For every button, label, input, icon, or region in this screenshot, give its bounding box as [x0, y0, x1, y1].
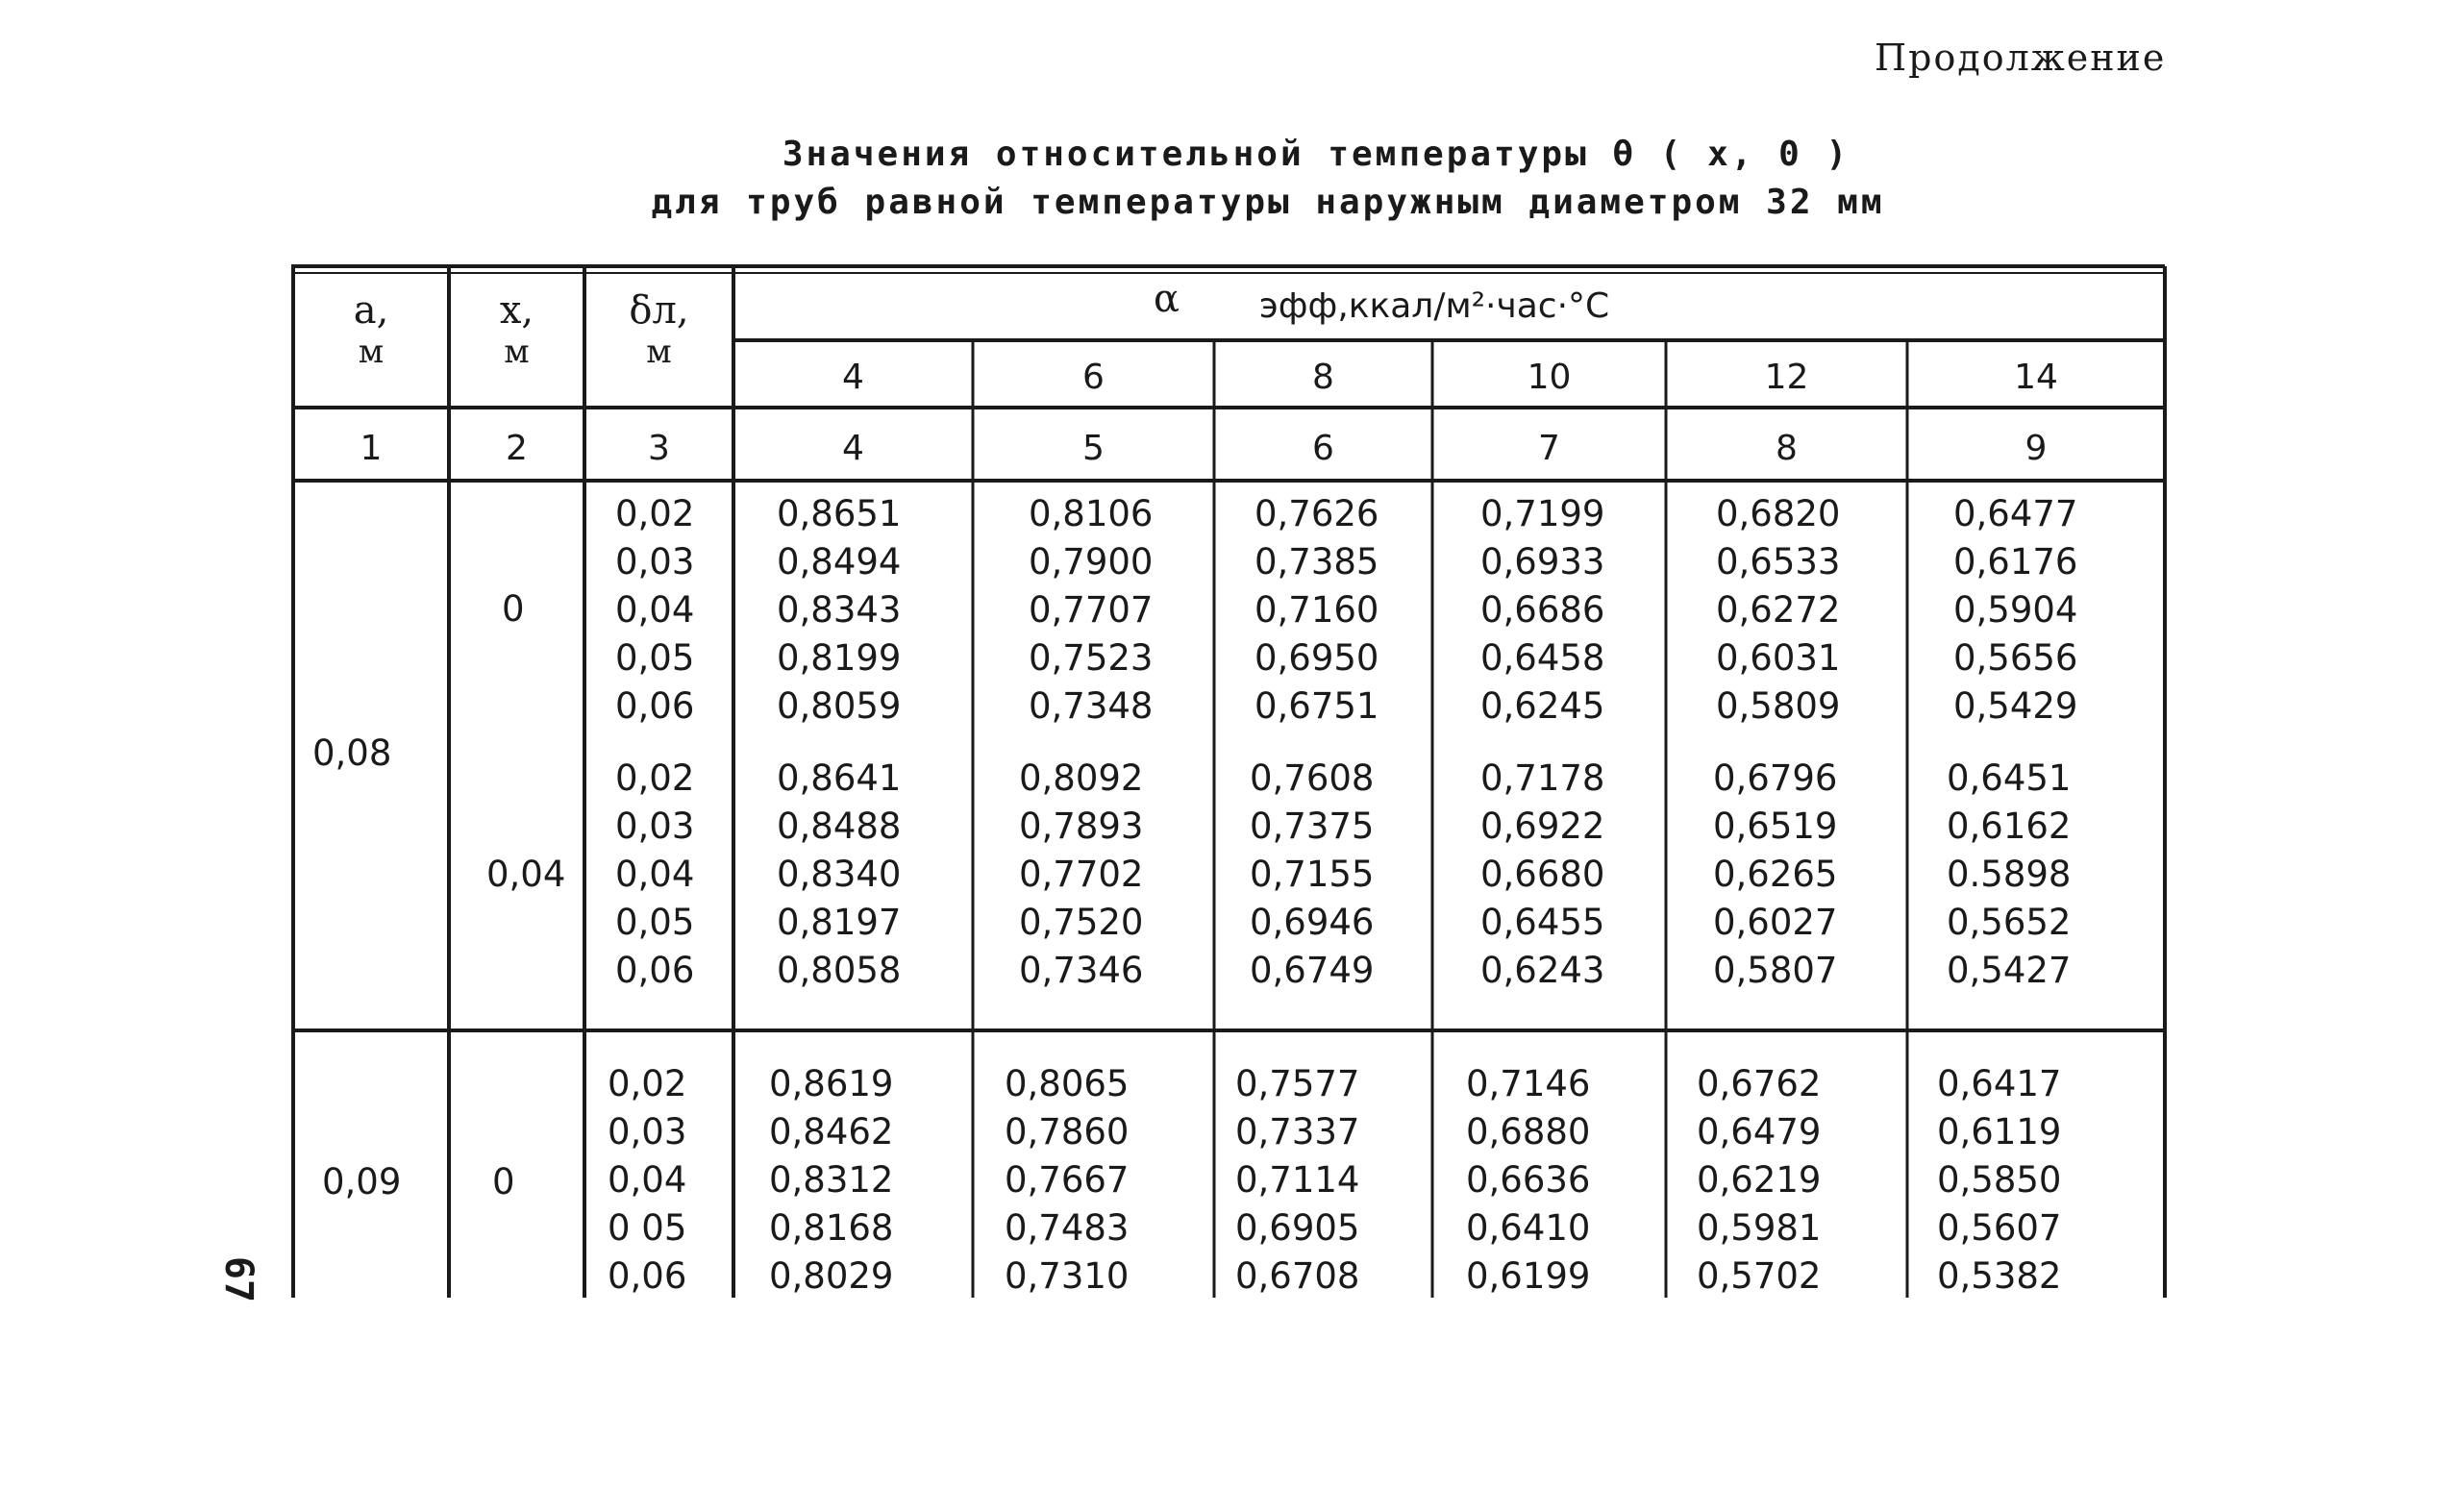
table-cell: 0,5904 [1953, 589, 2078, 631]
table-cell: 0,6458 [1480, 637, 1605, 679]
table-cell: 0,6946 [1250, 902, 1375, 943]
value-column [1947, 755, 2071, 995]
table-cell: 0,7577 [1235, 1063, 1360, 1104]
table-cell: 0,8340 [777, 854, 902, 895]
column-number: 8 [1776, 429, 1798, 468]
delta-value: 0,05 [615, 637, 695, 679]
value-column [1480, 490, 1604, 731]
value-column [769, 1060, 893, 1301]
table-cell: 0,7199 [1480, 493, 1605, 534]
table-cell: 0,6176 [1953, 541, 2078, 582]
table-cell: 0,7160 [1254, 589, 1379, 631]
alpha-value: 12 [1764, 358, 1809, 397]
table-cell: 0.5898 [1947, 854, 2072, 895]
table-cell: 0,5607 [1937, 1207, 2062, 1249]
table-cell: 0,6162 [1947, 806, 2072, 847]
subgroup-x-value: 0 [502, 588, 525, 630]
table-cell: 0,6199 [1466, 1255, 1591, 1297]
col-x-header [449, 288, 584, 371]
table-cell: 0,6749 [1250, 950, 1375, 991]
table-cell: 0,6031 [1716, 637, 1841, 679]
table-cell: 0,5652 [1947, 902, 2072, 943]
table-cell: 0,8641 [777, 757, 902, 799]
table-cell: 0,8029 [769, 1255, 894, 1297]
table-cell: 0,6636 [1466, 1159, 1591, 1201]
table-cell: 0,6880 [1466, 1111, 1591, 1153]
table-cell: 0,6272 [1716, 589, 1841, 631]
table-cell: 0,6027 [1713, 902, 1838, 943]
delta-column [608, 1060, 686, 1301]
table-cell: 0,5981 [1697, 1207, 1822, 1249]
subgroup-x-value: 0 [492, 1161, 515, 1202]
table-cell: 0,5702 [1697, 1255, 1822, 1297]
table-cell: 0,8312 [769, 1159, 894, 1201]
table-cell: 0,7520 [1019, 902, 1144, 943]
delta-value: 0,03 [615, 806, 695, 847]
subgroup-x-value: 0,04 [486, 854, 566, 895]
table-cell: 0,7114 [1235, 1159, 1360, 1201]
table-cell: 0,5850 [1937, 1159, 2062, 1201]
table-cell: 0,8651 [777, 493, 902, 534]
group-a-value: 0,08 [312, 732, 392, 774]
table-cell: 0,8059 [777, 685, 902, 727]
table-cell: 0,8092 [1019, 757, 1144, 799]
value-column [1254, 490, 1379, 731]
table-cell: 0,6933 [1480, 541, 1605, 582]
value-column [1250, 755, 1374, 995]
delta-value: 0,02 [608, 1063, 687, 1104]
table-cell: 0,7337 [1235, 1111, 1360, 1153]
table-cell: 0,6477 [1953, 493, 2078, 534]
table-cell: 0,6119 [1937, 1111, 2062, 1153]
col-x-unit: м [504, 333, 530, 371]
table-cell: 0,6410 [1466, 1207, 1591, 1249]
value-column [1029, 490, 1153, 731]
table-cell: 0,7178 [1480, 757, 1605, 799]
table-cell: 0,6708 [1235, 1255, 1360, 1297]
table-title-line-2: для труб равной температуры наружным диаметром 32 мм [651, 183, 1885, 222]
value-column [1716, 490, 1840, 731]
table-cell: 0,8168 [769, 1207, 894, 1249]
alpha-unit-label: эфф,ккал/м²·час·°С [1259, 286, 1610, 326]
delta-value: 0,03 [615, 541, 695, 582]
value-column [1697, 1060, 1821, 1301]
column-number: 9 [2024, 429, 2048, 468]
table-cell: 0,6905 [1235, 1207, 1360, 1249]
value-column [1235, 1060, 1359, 1301]
value-column [1480, 755, 1604, 995]
table-cell: 0,8488 [777, 806, 902, 847]
col-delta-label: δл, [629, 288, 689, 333]
value-column [1019, 755, 1143, 995]
value-column [1466, 1060, 1590, 1301]
table-cell: 0,7626 [1254, 493, 1379, 534]
table-cell: 0,6796 [1713, 757, 1838, 799]
delta-value: 0,03 [608, 1111, 687, 1153]
table-cell: 0,7900 [1029, 541, 1154, 582]
delta-value: 0,04 [615, 854, 695, 895]
column-number: 2 [506, 429, 528, 468]
table-cell: 0,6751 [1254, 685, 1379, 727]
delta-value: 0,02 [615, 757, 695, 799]
table-cell: 0,6519 [1713, 806, 1838, 847]
table-cell: 0,8619 [769, 1063, 894, 1104]
col-delta-unit: м [646, 333, 672, 371]
col-x-label: x, [499, 288, 534, 333]
alpha-value: 14 [2014, 358, 2058, 397]
table-cell: 0,6922 [1480, 806, 1605, 847]
table-cell: 0,6479 [1697, 1111, 1822, 1153]
alpha-value: 6 [1082, 358, 1105, 397]
column-number: 6 [1312, 429, 1334, 468]
col-a-header [293, 288, 449, 371]
table-cell: 0,6533 [1716, 541, 1841, 582]
column-number: 7 [1538, 429, 1560, 468]
delta-value: 0 05 [608, 1207, 687, 1249]
table-cell: 0,8197 [777, 902, 902, 943]
table-cell: 0,7310 [1005, 1255, 1130, 1297]
value-column [1937, 1060, 2061, 1301]
delta-value: 0,05 [615, 902, 695, 943]
table-cell: 0,8199 [777, 637, 902, 679]
table-cell: 0,7146 [1466, 1063, 1591, 1104]
table-cell: 0,6265 [1713, 854, 1838, 895]
table-cell: 0,6219 [1697, 1159, 1822, 1201]
delta-value: 0,02 [615, 493, 695, 534]
col-a-unit: м [358, 333, 385, 371]
col-delta-header [584, 288, 733, 371]
alpha-value: 8 [1312, 358, 1334, 397]
table-cell: 0,7667 [1005, 1159, 1130, 1201]
delta-column [615, 490, 694, 731]
value-column [1005, 1060, 1129, 1301]
table-cell: 0,6417 [1937, 1063, 2062, 1104]
table-cell: 0,8494 [777, 541, 902, 582]
delta-value: 0,04 [608, 1159, 687, 1201]
table-cell: 0,7860 [1005, 1111, 1130, 1153]
table-cell: 0,5382 [1937, 1255, 2062, 1297]
table-cell: 0,7608 [1250, 757, 1375, 799]
column-number: 3 [648, 429, 670, 468]
column-number: 4 [842, 429, 864, 468]
continuation-note: Продолжение [1875, 37, 2167, 79]
table-cell: 0,8106 [1029, 493, 1154, 534]
table-cell: 0,8343 [777, 589, 902, 631]
table-cell: 0,6950 [1254, 637, 1379, 679]
table-cell: 0,7702 [1019, 854, 1144, 895]
table-cell: 0,8058 [777, 950, 902, 991]
delta-value: 0,06 [615, 685, 695, 727]
table-cell: 0,5656 [1953, 637, 2078, 679]
page-number: 67 [216, 1255, 261, 1303]
table-cell: 0,6451 [1947, 757, 2072, 799]
table-cell: 0,5429 [1953, 685, 2078, 727]
alpha-value: 4 [842, 358, 864, 397]
table-cell: 0,7893 [1019, 806, 1144, 847]
alpha-value: 10 [1527, 358, 1572, 397]
delta-value: 0,06 [615, 950, 695, 991]
group-a-value: 0,09 [322, 1161, 402, 1202]
table-cell: 0,8462 [769, 1111, 894, 1153]
value-column [777, 755, 901, 995]
value-column [1713, 755, 1837, 995]
table-cell: 0,6820 [1716, 493, 1841, 534]
table-cell: 0,7346 [1019, 950, 1144, 991]
column-number: 1 [360, 429, 383, 468]
table-cell: 0,6243 [1480, 950, 1605, 991]
table-cell: 0,7483 [1005, 1207, 1130, 1249]
delta-value: 0,04 [615, 589, 695, 631]
table-cell: 0,5427 [1947, 950, 2072, 991]
table-cell: 0,7375 [1250, 806, 1375, 847]
col-a-label: a, [353, 288, 389, 333]
table-cell: 0,6762 [1697, 1063, 1822, 1104]
table-cell: 0,8065 [1005, 1063, 1130, 1104]
value-column [1953, 490, 2077, 731]
table-cell: 0,6686 [1480, 589, 1605, 631]
delta-column [615, 755, 694, 995]
table-cell: 0,7707 [1029, 589, 1154, 631]
table-cell: 0,6455 [1480, 902, 1605, 943]
table-cell: 0,5807 [1713, 950, 1838, 991]
value-column [777, 490, 901, 731]
delta-value: 0,06 [608, 1255, 687, 1297]
table-cell: 0,7523 [1029, 637, 1154, 679]
table-cell: 0,7385 [1254, 541, 1379, 582]
table-cell: 0,7155 [1250, 854, 1375, 895]
table-cell: 0,5809 [1716, 685, 1841, 727]
table-title-line-1: Значения относительной температуры θ ( x, 0 ) [782, 135, 1850, 174]
table-cell: 0,6245 [1480, 685, 1605, 727]
table-cell: 0,7348 [1029, 685, 1154, 727]
table-cell: 0,6680 [1480, 854, 1605, 895]
column-number: 5 [1082, 429, 1105, 468]
alpha-symbol: α [1154, 277, 1180, 321]
